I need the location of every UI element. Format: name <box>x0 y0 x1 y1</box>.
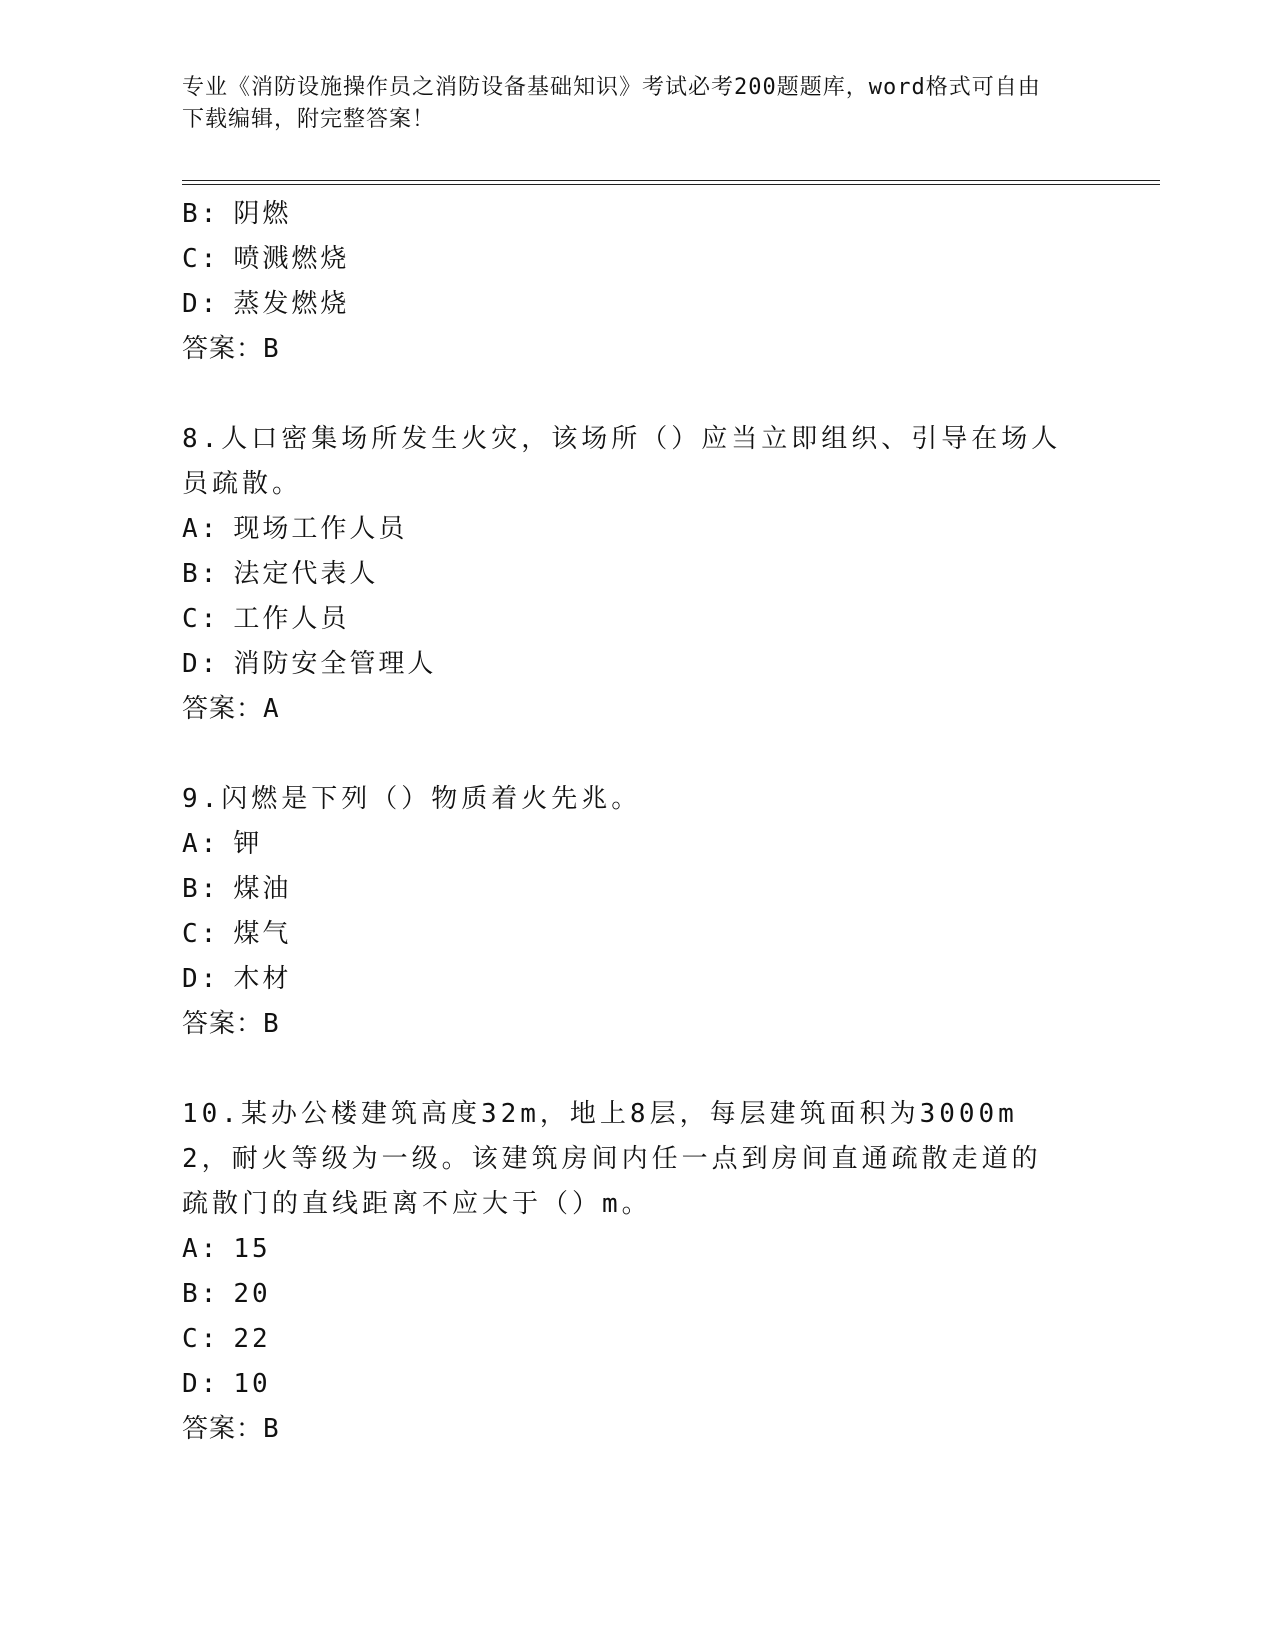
option-line <box>182 1362 1082 1407</box>
document-content <box>182 192 1082 1452</box>
document-header: 专业《消防设施操作员之消防设备基础知识》考试必考200题题库，word格式可自由下载编辑，附完整答案！ <box>182 75 1041 132</box>
spacer <box>182 372 1082 417</box>
option-key: B: <box>182 1279 220 1309</box>
header-rule-bottom <box>182 184 1160 185</box>
option-text: 现场工作人员 <box>233 514 408 544</box>
question-text: 8.人口密集场所发生火灾，该场所（）应当立即组织、引导在场人员疏散。 <box>182 424 1062 499</box>
answer-line: 答案：B <box>182 1009 280 1039</box>
option-line <box>182 1317 1082 1362</box>
option-key: C: <box>182 244 220 274</box>
option-line <box>182 867 1082 912</box>
option-line <box>182 822 1082 867</box>
option-text: 木材 <box>233 964 292 994</box>
option-text: 20 <box>233 1279 271 1309</box>
question-text: 10.某办公楼建筑高度32m，地上8层，每层建筑面积为3000m2，耐火等级为一级。该建筑房间内任一点到房间直通疏散走道的疏散门的直线距离不应大于（）m。 <box>182 1099 1042 1219</box>
option-line <box>182 507 1082 552</box>
option-text: 煤油 <box>233 874 292 904</box>
answer-line: 答案：B <box>182 1414 280 1444</box>
option-key: A: <box>182 829 220 859</box>
option-key: C: <box>182 1324 220 1354</box>
option-key: C: <box>182 604 220 634</box>
option-text: 蒸发燃烧 <box>233 289 350 319</box>
option-line <box>182 237 1082 282</box>
option-line <box>182 957 1082 1002</box>
option-line <box>182 597 1082 642</box>
option-key: D: <box>182 1369 220 1399</box>
answer-line: 答案：A <box>182 694 280 724</box>
option-key: A: <box>182 1234 220 1264</box>
option-key: C: <box>182 919 220 949</box>
option-text: 喷溅燃烧 <box>233 244 350 274</box>
option-text: 钾 <box>233 829 263 859</box>
spacer <box>182 732 1082 777</box>
header-rule-top <box>182 180 1160 181</box>
option-text: 阴燃 <box>233 199 292 229</box>
option-key: B: <box>182 874 220 904</box>
option-line <box>182 1227 1082 1272</box>
option-key: D: <box>182 649 220 679</box>
option-key: A: <box>182 514 220 544</box>
option-key: D: <box>182 964 220 994</box>
answer-line: 答案：B <box>182 334 280 364</box>
option-text: 10 <box>233 1369 271 1399</box>
option-text: 工作人员 <box>233 604 350 634</box>
option-text: 消防安全管理人 <box>233 649 437 679</box>
option-key: B: <box>182 559 220 589</box>
option-text: 法定代表人 <box>233 559 379 589</box>
option-text: 22 <box>233 1324 271 1354</box>
option-text: 煤气 <box>233 919 292 949</box>
spacer <box>182 1047 1082 1092</box>
option-line <box>182 192 1082 237</box>
option-text: 15 <box>233 1234 271 1264</box>
option-line <box>182 282 1082 327</box>
option-line <box>182 1272 1082 1317</box>
option-key: D: <box>182 289 220 319</box>
question-text: 9.闪燃是下列（）物质着火先兆。 <box>182 784 642 814</box>
option-line <box>182 642 1082 687</box>
option-line <box>182 912 1082 957</box>
option-line <box>182 552 1082 597</box>
option-key: B: <box>182 199 220 229</box>
